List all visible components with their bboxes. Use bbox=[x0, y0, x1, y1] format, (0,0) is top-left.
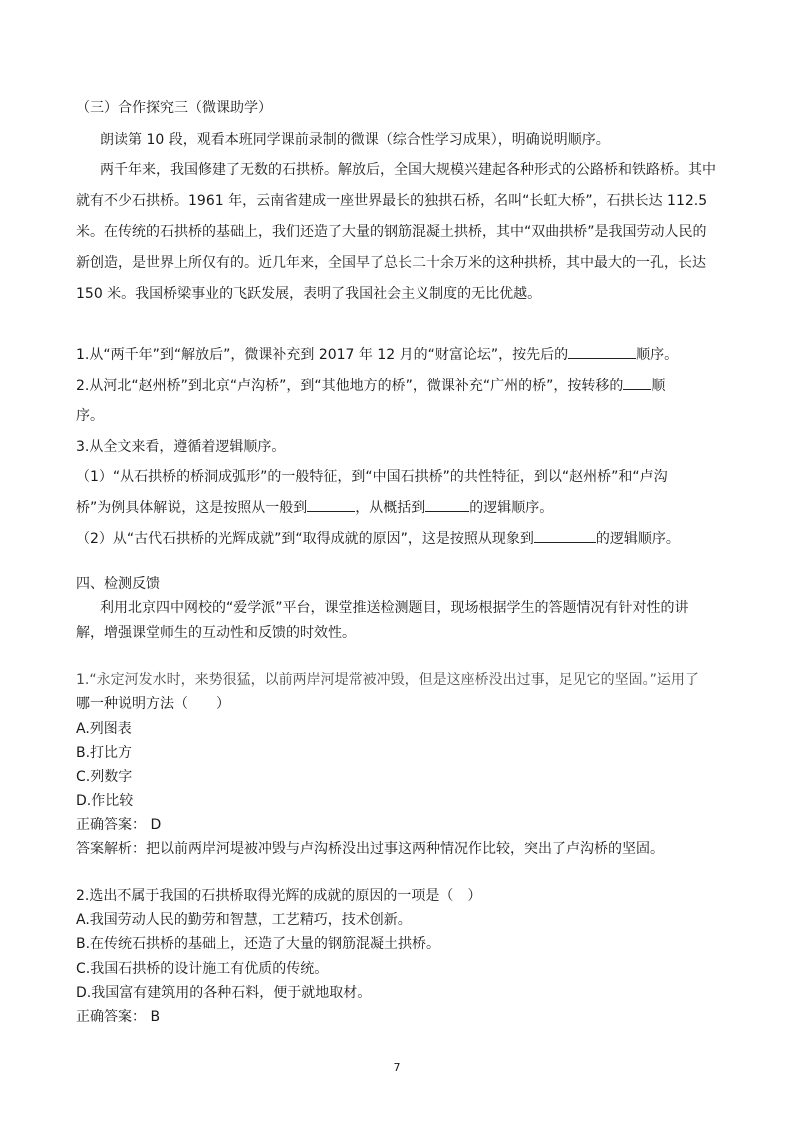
answer-blank[interactable] bbox=[307, 497, 355, 512]
passage-line: 米。在传统的石拱桥的基础上，我们还造了大量的钢筋混凝土拱桥，其中“双曲拱桥”是我国劳动人民的 bbox=[76, 224, 707, 240]
answer-blank[interactable] bbox=[568, 344, 636, 359]
quiz1-answer: 正确答案： D bbox=[76, 817, 162, 833]
passage-line: 新创造，是世界上所仅有的。近几年来，全国早了总长二十余万米的这种拱桥，其中最大的一孔，长达 bbox=[76, 255, 706, 271]
question-text: 顺序。 bbox=[636, 347, 679, 363]
section4-para: 利用北京四中网校的“爱学派”平台，课堂推送检测题目，现场根据学生的答题情况有针对性的讲 bbox=[100, 600, 689, 616]
question-2 bbox=[76, 375, 665, 396]
question-text: （2）从“古代石拱桥的光辉成就”到“取得成就的原因”，这是按照从现象到 bbox=[76, 531, 534, 547]
question-text: 2.从河北“赵州桥”到北京“卢沟桥”，到“其他地方的桥”，微课补充“广州的桥”，按转移的 bbox=[76, 378, 624, 394]
question-3-1: （1）“从石拱桥的桥洞成弧形”的一般特征，到“中国石拱桥”的共性特征，到以“赵州桥”和“卢沟 bbox=[76, 469, 668, 485]
quiz2-option: C.我国石拱桥的设计施工有优质的传统。 bbox=[76, 961, 329, 977]
quiz2-answer: 正确答案： B bbox=[76, 1009, 161, 1025]
quiz1-analysis: 答案解析：把以前两岸河堤被冲毁与卢沟桥没出过事这两种情况作比较，突出了卢沟桥的坚固。 bbox=[76, 841, 664, 857]
question-1 bbox=[76, 344, 678, 365]
passage-line: 两千年来，我国修建了无数的石拱桥。解放后，全国大规模兴建起各种形式的公路桥和铁路桥。其中 bbox=[100, 162, 716, 178]
quiz2-stem: 2.选出不属于我国的石拱桥取得光辉的成就的原因的一项是（ ） bbox=[76, 888, 482, 904]
quiz1-option: B.打比方 bbox=[76, 745, 133, 761]
quiz2-option: B.在传统石拱桥的基础上，还造了大量的钢筋混凝土拱桥。 bbox=[76, 936, 441, 952]
section4-para: 解，增强课堂师生的互动性和反馈的时效性。 bbox=[76, 625, 356, 641]
question-text: 顺 bbox=[651, 378, 666, 394]
question-text: 的逻辑顺序。 bbox=[469, 500, 554, 516]
passage-line: 就有不少石拱桥。1961 年，云南省建成一座世界最长的独拱石桥，名叫“长虹大桥”，石拱长达 112.5 bbox=[76, 193, 708, 209]
quiz2-option: D.我国富有建筑用的各种石料，便于就地取材。 bbox=[76, 985, 372, 1001]
answer-blank[interactable] bbox=[534, 528, 596, 543]
question-text: ，从概括到 bbox=[355, 500, 426, 516]
section3-intro: 朗读第 10 段，观看本班同学课前录制的微课（综合性学习成果），明确说明顺序。 bbox=[100, 132, 610, 148]
page-number: 7 bbox=[393, 1061, 401, 1074]
quiz1-option: A.列图表 bbox=[76, 721, 132, 737]
question-3-1-cont bbox=[76, 497, 553, 518]
section4-heading: 四、检测反馈 bbox=[76, 576, 160, 592]
question-3-2 bbox=[76, 528, 680, 549]
question-text: 的逻辑顺序。 bbox=[595, 531, 680, 547]
quiz1-stem: 1.“永定河发水时，来势很猛，以前两岸河堤常被冲毁，但是这座桥没出过事，足见它的坚固。”运用了 bbox=[76, 672, 699, 688]
question-3: 3.从全文来看，遵循着逻辑顺序。 bbox=[76, 439, 286, 455]
quiz1-option: D.作比较 bbox=[76, 793, 134, 809]
quiz1-option: C.列数字 bbox=[76, 769, 133, 785]
answer-blank[interactable] bbox=[623, 375, 651, 390]
quiz1-stem-cont: 哪一种说明方法（ ） bbox=[76, 696, 230, 712]
question-text: 1.从“两千年”到“解放后”，微课补充到 2017 年 12 月的“财富论坛”，按先后的 bbox=[76, 347, 569, 363]
passage-line: 150 米。我国桥梁事业的飞跃发展，表明了我国社会主义制度的无比优越。 bbox=[76, 286, 542, 302]
section3-heading: （三）合作探究三（微课助学） bbox=[76, 100, 272, 116]
question-2-cont: 序。 bbox=[76, 408, 104, 424]
answer-blank[interactable] bbox=[425, 497, 469, 512]
quiz2-option: A.我国劳动人民的勤劳和智慧，工艺精巧，技术创新。 bbox=[76, 912, 412, 928]
question-text: 桥”为例具体解说，这是按照从一般到 bbox=[76, 500, 308, 516]
